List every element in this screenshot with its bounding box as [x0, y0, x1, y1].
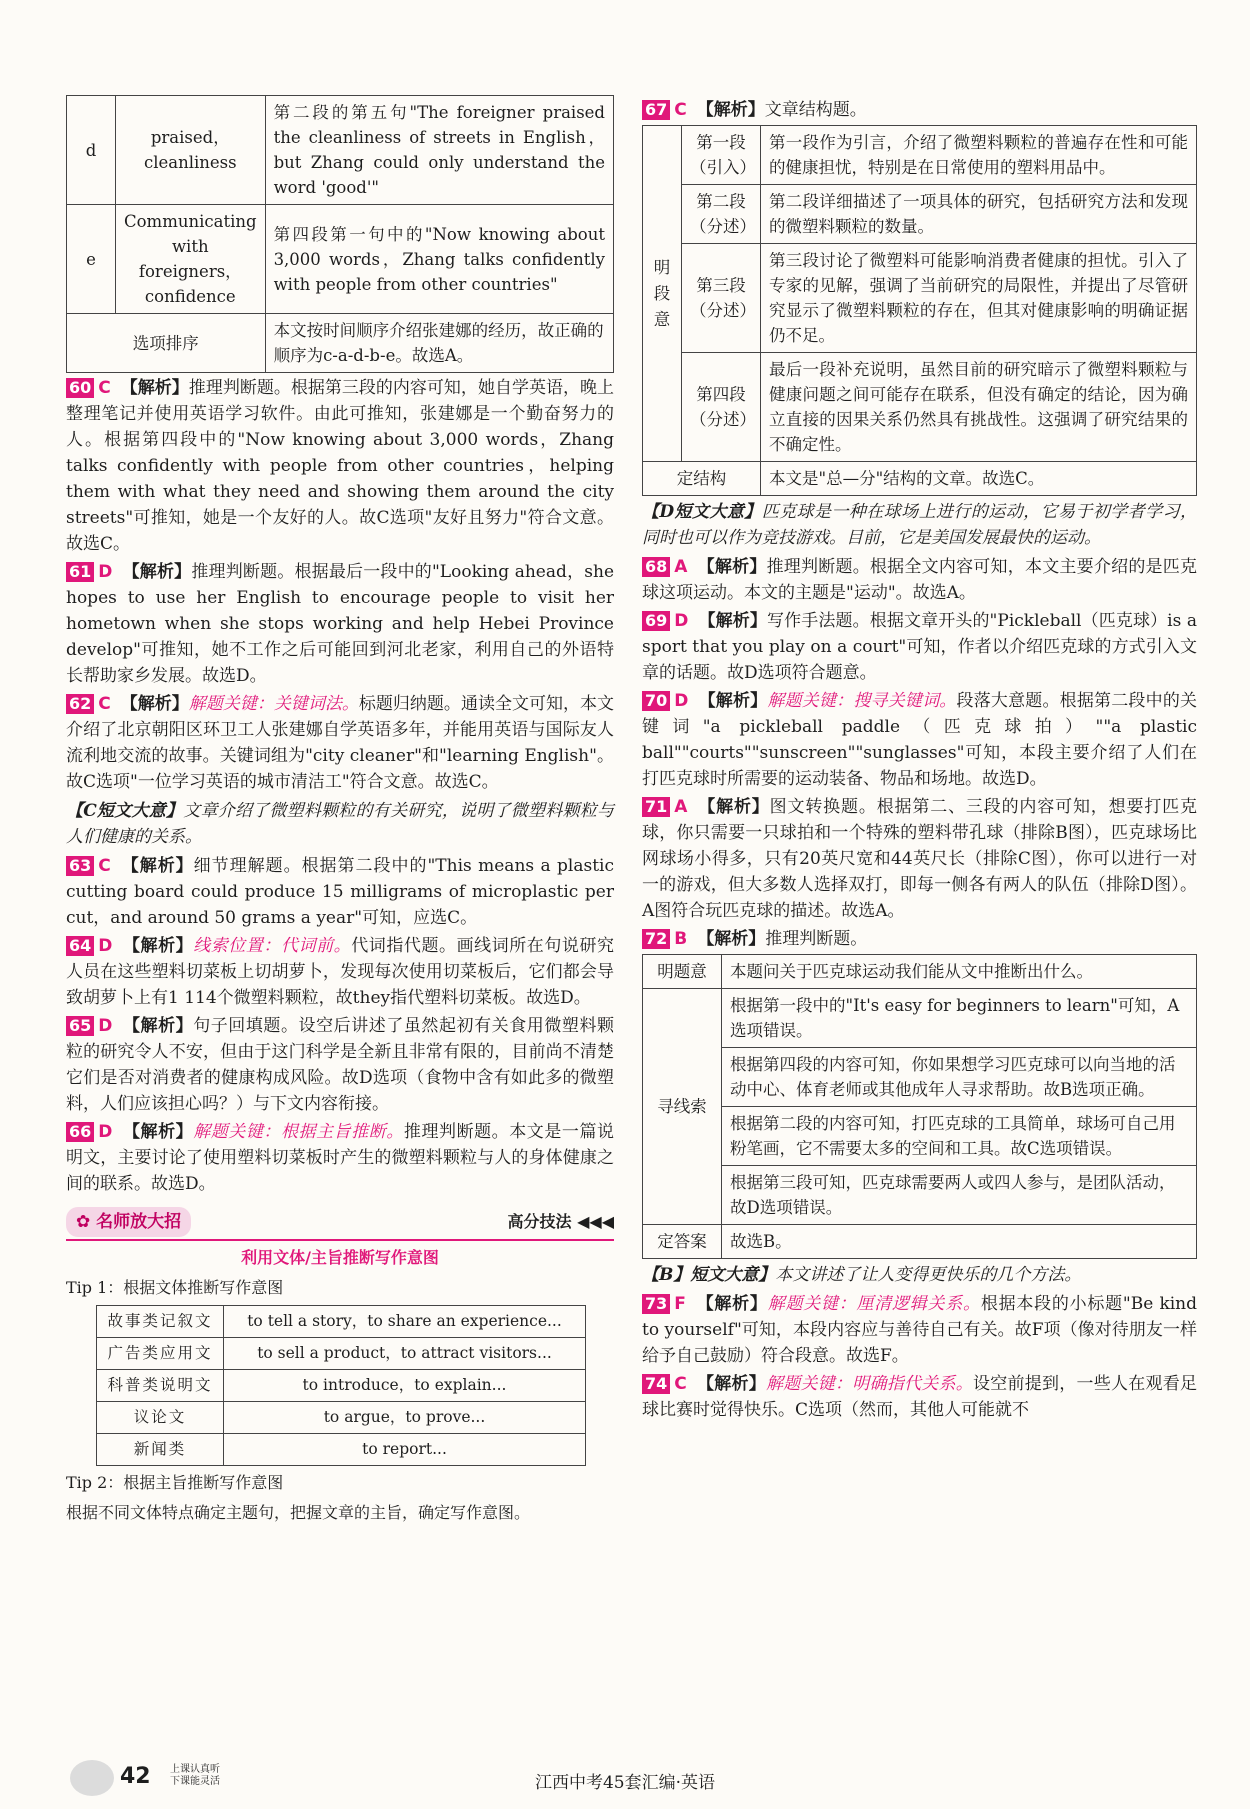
purpose: to introduce，to explain...: [224, 1370, 586, 1402]
answer-letter: A: [674, 557, 688, 577]
row-words: praised，cleanliness: [116, 96, 266, 205]
row-words: Communicating with foreigners，confidence: [116, 205, 266, 314]
paragraph-label: 第三段（分述）: [682, 244, 761, 353]
analysis-tag: 【解析】: [120, 856, 194, 876]
book-title: 江西中考45套汇编·英语: [534, 1773, 716, 1793]
paragraph-label: 第四段（分述）: [682, 353, 761, 462]
analysis-tag: 【解析】: [697, 557, 767, 577]
clue-text: 根据第二段的内容可知，打匹克球的工具简单，球场可自己用粉笔画，它不需要太多的空间和工具。故C选项错误。: [722, 1107, 1197, 1166]
flower-icon: ✿: [76, 1212, 97, 1232]
row-key: d: [67, 96, 116, 205]
row-evidence: 第四段第一句中的"Now knowing about 3,000 words，Zhang talks confidently with people from other countries": [265, 205, 613, 314]
purpose: to sell a product，to attract visitors...: [224, 1338, 586, 1370]
summary-text: 文章介绍了微塑料颗粒的有关研究，说明了微塑料颗粒与人们健康的关系。: [66, 801, 614, 847]
tips-right: [507, 1209, 614, 1235]
analysis-tag: 【解析】: [697, 797, 770, 817]
table-row: [67, 96, 614, 205]
slogan-line: 下课能灵活: [170, 1776, 220, 1787]
answer-letter: C: [98, 378, 111, 398]
side-label: 明段意: [643, 126, 682, 462]
hint-text: 解题关键：明确指代关系。: [766, 1374, 973, 1394]
summary-label: 【D短文大意】: [642, 502, 762, 522]
tip1-table: [96, 1305, 586, 1466]
answer-65: [66, 1013, 614, 1117]
left-column: [66, 95, 614, 1530]
q59-analysis-table: [66, 95, 614, 373]
q72-reasoning-table: [642, 954, 1197, 1259]
analysis-tag: 【解析】: [698, 611, 767, 631]
paragraph-summary: 第三段讨论了微塑料可能影响消费者健康的担忧。引入了专家的见解，强调了当前研究的局限性，并提出了尽管研究显示了微塑料颗粒的存在，但其对健康影响的明确证据仍不足。: [761, 244, 1197, 353]
answer-63: [66, 853, 614, 931]
analysis-text: 句子回填题。设空后讲述了虽然起初有关食用微塑料颗粒的研究令人不安，但由于这门科学是全新且非常有限的，目前尚不清楚它们是否对消费者的健康构成风险。故D选项（食物中含有如此多的微塑料，人们应该担心吗？）与下文内容衔接。: [66, 1016, 615, 1114]
analysis-tag: 【解析】: [122, 1016, 194, 1036]
answer-73: [642, 1291, 1197, 1369]
step-text: 故选B。: [722, 1225, 1197, 1259]
answer-letter: C: [98, 856, 111, 876]
table-row: [643, 1225, 1197, 1259]
analysis-text: 代词指代题。画线词所在句说研究人员在这些塑料切菜板上切胡萝卜，发现每次使用切菜板后，它们都会导致胡萝卜上有1 114个微塑料颗粒，故they指代塑料切菜板。故选D。: [66, 936, 615, 1008]
analysis-tag: 【解析】: [122, 936, 194, 956]
page-footer: [0, 1758, 1250, 1809]
paragraph-summary: 第一段作为引言，介绍了微塑料颗粒的普遍存在性和可能的健康担忧，特别是在日常使用的塑料用品中。: [761, 126, 1197, 185]
question-number: 74: [642, 1374, 670, 1394]
analysis-text: 推理判断题。: [765, 929, 868, 949]
summary-b: [642, 1262, 1197, 1288]
answer-letter: C: [98, 694, 111, 714]
paragraph-summary: 第二段详细描述了一项具体的研究，包括研究方法和发现的微塑料颗粒的数量。: [761, 185, 1197, 244]
paragraph-summary: 最后一段补充说明，虽然目前的研究暗示了微塑料颗粒与健康问题之间可能存在联系，但没有确定的结论，因为确立直接的因果关系仍然具有挑战性。这强调了研究结果的不确定性。: [761, 353, 1197, 462]
table-row: [97, 1338, 586, 1370]
table-row: [643, 1048, 1197, 1107]
analysis-tag: 【解析】: [120, 378, 189, 398]
answer-71: [642, 794, 1197, 924]
step-label: 定答案: [643, 1225, 722, 1259]
purpose: to tell a story，to share an experience...: [224, 1306, 586, 1338]
analysis-text: 图文转换题。根据第二、三段的内容可知，想要打匹克球，你只需要一只球拍和一个特殊的塑料带孔球（排除B图），匹克球场比网球场小得多，只有20英尺宽和44英尺长（排除C图），你可以进行一对一的游戏，但大多数人选择双打，即每一侧各有两人的队伍（排除D图）。A图符合玩匹克球的描述。故选A。: [642, 797, 1198, 921]
step-label: 明题意: [643, 955, 722, 989]
hint-text: 解题关键：关键词法。: [188, 694, 359, 714]
purpose: to report...: [224, 1434, 586, 1466]
table-row: [643, 1107, 1197, 1166]
answer-letter: F: [674, 1294, 686, 1314]
answer-letter: D: [674, 691, 689, 711]
answer-62: [66, 691, 614, 795]
clue-text: 根据第三段可知，匹克球需要两人或四人参与，是团队活动，故D选项错误。: [722, 1166, 1197, 1225]
analysis-tag: 【解析】: [696, 1374, 766, 1394]
question-number: 73: [642, 1294, 670, 1314]
question-number: 60: [66, 378, 94, 398]
tip1-label: Tip 1：根据文体推断写作意图: [66, 1278, 284, 1297]
question-number: 62: [66, 694, 94, 714]
analysis-tag: 【解析】: [696, 100, 765, 120]
answer-69: [642, 608, 1197, 686]
row-evidence: 第二段的第五句"The foreigner praised the cleanliness of streets in English，but Zhang could only understand the word 'good'": [265, 96, 613, 205]
answer-60: [66, 375, 614, 557]
analysis-tag: 【解析】: [698, 691, 768, 711]
table-row: [643, 244, 1197, 353]
tips-badge: [66, 1207, 191, 1237]
answer-67: [642, 97, 1197, 123]
analysis-text: 细节理解题。根据第二段中的"This means a plastic cutting board could produce 15 milligrams of microplastic per cut，and around 50 grams a year"可知，应选C。: [66, 856, 614, 928]
analysis-text: 推理判断题。根据第三段的内容可知，她自学英语，晚上整理笔记并使用英语学习软件。由此可推知，张建娜是一个勤奋努力的人。根据第四段中的"Now knowing about 3,000 words，Zhang talks confidently with people from other countries，helping them with what they need and showing them around the city streets"可推知，她是一个友好的人。故C选项"友好且努力"符合文意。故选C。: [66, 378, 615, 554]
answer-66: [66, 1119, 614, 1197]
answer-letter: D: [98, 936, 113, 956]
clue-text: 根据第一段中的"It's easy for beginners to learn"可知，A选项错误。: [722, 989, 1197, 1048]
tips-title: 利用文体/主旨推断写作意图: [241, 1248, 439, 1267]
analysis-text: 设空前提到，一些人在观看足球比赛时觉得快乐。C选项（然而，其他人可能就不: [642, 1374, 1197, 1420]
question-number: 67: [642, 100, 670, 120]
question-number: 68: [642, 557, 670, 577]
summary-text: 匹克球是一种在球场上进行的运动，它易于初学者学习，同时也可以作为竞技游戏。目前，它是美国发展最快的运动。: [642, 502, 1197, 548]
question-number: 65: [66, 1016, 94, 1036]
analysis-text: 文章结构题。: [764, 100, 867, 120]
genre: 新闻类: [97, 1434, 224, 1466]
table-row: [97, 1306, 586, 1338]
genre: 科普类说明文: [97, 1370, 224, 1402]
table-row: [643, 462, 1197, 496]
row-label: 选项排序: [67, 314, 266, 373]
answer-74: [642, 1371, 1197, 1423]
summary-label: 【C短文大意】: [66, 801, 184, 821]
analysis-text: 根据本段的小标题"Be kind to yourself"可知，本段内容应与善待自己有关。故F项（像对待朋友一样给予自己鼓励）符合段意。故选F。: [642, 1294, 1198, 1366]
row-text: 本文按时间顺序介绍张建娜的经历，故正确的顺序为c-a-d-b-e。故选A。: [265, 314, 613, 373]
hint-text: 解题关键：厘清逻辑关系。: [767, 1294, 981, 1314]
table-row: [643, 353, 1197, 462]
teacher-tips-box: [66, 1207, 614, 1526]
analysis-tag: 【解析】: [122, 562, 192, 582]
table-row: [97, 1370, 586, 1402]
table-row: [643, 1166, 1197, 1225]
table-row: [67, 314, 614, 373]
summary-d: [642, 499, 1197, 551]
analysis-text: 推理判断题。根据最后一段中的"Looking ahead，she hopes to use her English to encourage people to visit her hometown when she stops working and help Hebei Province develop"可推知，她不工作之后可能回到河北老家，利用自己的外语特长帮助家乡发展。故选D。: [66, 562, 615, 686]
table-row: [67, 205, 614, 314]
paragraph-label: 第一段（引入）: [682, 126, 761, 185]
analysis-tag: 【解析】: [120, 694, 189, 714]
tips-badge-label: 名师放大招: [96, 1212, 182, 1232]
analysis-text: 标题归纳题。通读全文可知，本文介绍了北京朝阳区环卫工人张建娜自学英语多年，并能用英语与国际友人流利地交流的故事。关键词组为"city cleaner"和"learning English"。故C选项"一位学习英语的城市清洁工"符合文意。故选C。: [66, 694, 615, 792]
genre: 广告类应用文: [97, 1338, 224, 1370]
analysis-tag: 【解析】: [695, 1294, 768, 1314]
question-number: 71: [642, 797, 670, 817]
question-number: 61: [66, 562, 94, 582]
clue-text: 根据第四段的内容可知，你如果想学习匹克球可以向当地的活动中心、体育老师或其他成年人寻求帮助。故B选项正确。: [722, 1048, 1197, 1107]
hint-text: 解题关键：搜寻关键词。: [767, 691, 957, 711]
answer-letter: D: [98, 1016, 113, 1036]
tips-header: [66, 1207, 614, 1241]
genre: 故事类记叙文: [97, 1306, 224, 1338]
purpose: to argue，to prove...: [224, 1402, 586, 1434]
table-row: [643, 955, 1197, 989]
paragraph-label: 第二段（分述）: [682, 185, 761, 244]
answer-61: [66, 559, 614, 689]
triple-arrow-icon: ◀◀◀: [577, 1212, 614, 1231]
final-label: 定结构: [643, 462, 761, 496]
summary-c: [66, 798, 614, 850]
table-row: [643, 989, 1197, 1048]
question-number: 63: [66, 856, 94, 876]
answer-64: [66, 933, 614, 1011]
genre: 议论文: [97, 1402, 224, 1434]
answer-letter: C: [674, 1374, 687, 1394]
analysis-tag: 【解析】: [697, 929, 766, 949]
answer-70: [642, 688, 1197, 792]
analysis-tag: 【解析】: [122, 1122, 194, 1142]
tip2-label: Tip 2：根据主旨推断写作意图: [66, 1473, 284, 1492]
answer-letter: A: [674, 797, 688, 817]
question-number: 66: [66, 1122, 94, 1142]
page-number: 42: [120, 1764, 151, 1789]
step-text: 本题问关于匹克球运动我们能从文中推断出什么。: [722, 955, 1197, 989]
summary-label: 【B】短文大意】: [642, 1265, 776, 1285]
question-number: 70: [642, 691, 670, 711]
summary-text: 本文讲述了让人变得更快乐的几个方法。: [775, 1265, 1082, 1285]
answer-letter: C: [674, 100, 687, 120]
slogan-line: 上课认真听: [170, 1764, 220, 1775]
table-row: [643, 126, 1197, 185]
analysis-text: 推理判断题。本文是一篇说明文，主要讨论了使用塑料切菜板时产生的微塑料颗粒与人的身体健康之间的联系。故选D。: [66, 1122, 615, 1194]
analysis-text: 段落大意题。根据第二段中的关键词"a pickleball paddle（匹克球拍）""a plastic ball""courts""sunscreen""sunglasses"可知，本段主要介绍了人们在打匹克球时所需要的运动装备、物品和场地。故选D。: [642, 691, 1198, 789]
final-text: 本文是"总—分"结构的文章。故选C。: [761, 462, 1197, 496]
answer-letter: B: [674, 929, 688, 949]
row-key: e: [67, 205, 116, 314]
answer-68: [642, 554, 1197, 606]
question-number: 69: [642, 611, 670, 631]
right-column: [642, 95, 1197, 1425]
table-row: [97, 1434, 586, 1466]
tip2-text: 根据不同文体特点确定主题句，把握文章的主旨，确定写作意图。: [66, 1503, 531, 1522]
step-label: 寻线索: [643, 989, 722, 1225]
hint-text: 解题关键：根据主旨推断。: [193, 1122, 404, 1142]
answer-letter: D: [674, 611, 689, 631]
q67-structure-table: [642, 125, 1197, 496]
analysis-text: 写作手法题。根据文章开头的"Pickleball（匹克球）is a sport that you play on a court"可知，作者以介绍匹克球的方式引入文章的话题。故D选项符合题意。: [642, 611, 1198, 683]
table-row: [97, 1402, 586, 1434]
hint-text: 线索位置：代词前。: [193, 936, 352, 956]
answer-letter: D: [98, 1122, 113, 1142]
question-number: 72: [642, 929, 670, 949]
analysis-text: 推理判断题。根据全文内容可知，本文主要介绍的是匹克球这项运动。本文的主题是"运动"。故选A。: [642, 557, 1198, 603]
answer-72: [642, 926, 1197, 952]
question-number: 64: [66, 936, 94, 956]
answer-letter: D: [98, 562, 113, 582]
tips-right-label: 高分技法: [507, 1212, 572, 1231]
table-row: [643, 185, 1197, 244]
